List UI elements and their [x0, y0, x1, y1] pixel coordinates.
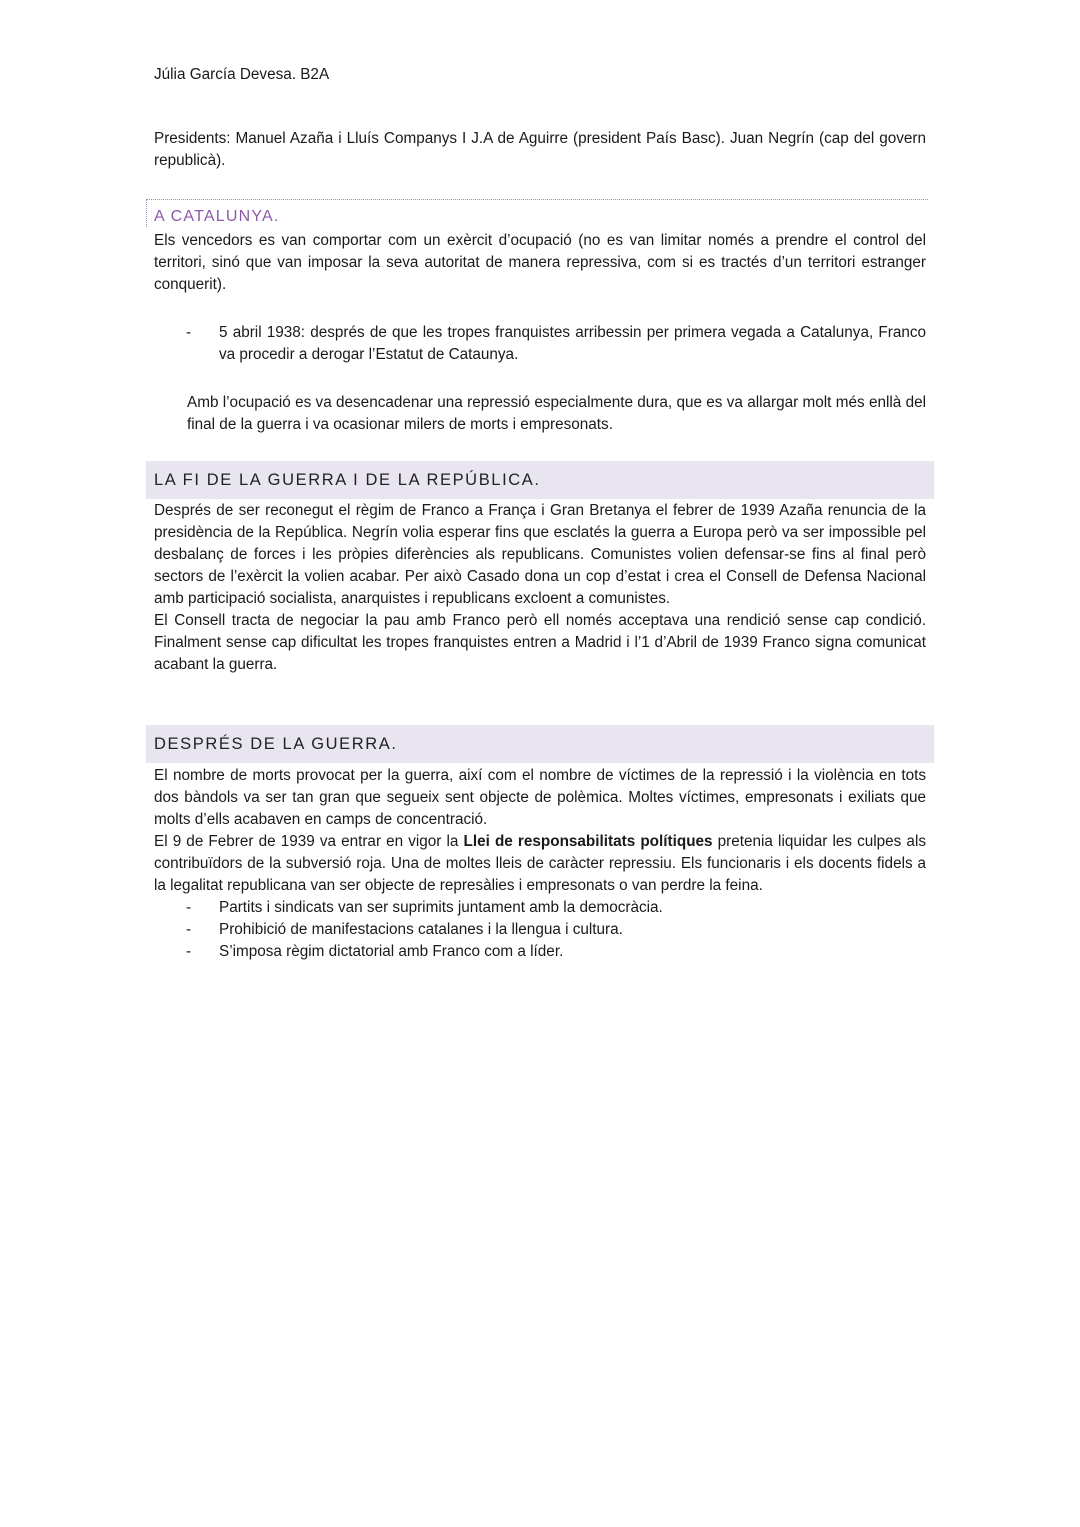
bullet-dash: - [186, 943, 192, 960]
fi-guerra-section [154, 500, 926, 676]
fi-guerra-heading: LA FI DE LA GUERRA I DE LA REPÚBLICA. [146, 461, 934, 499]
despres-heading: DESPRÉS DE LA GUERRA. [146, 725, 934, 763]
author-header: Júlia García Devesa. B2A [154, 66, 330, 83]
catalunya-repression: Amb l’ocupació es va desencadenar una repressió especialmente dura, que es va allargar molt més enllà del final de la guerra i va ocasionar milers de morts i empresonats. [187, 394, 926, 433]
catalunya-bullet-list [154, 322, 926, 366]
list-item [154, 322, 926, 366]
bullet-dash: - [186, 324, 192, 341]
despres-bullet-text: S’imposa règim dictatorial amb Franco com a líder. [219, 943, 564, 960]
law-description: pretenia liquidar les culpes als contribuïdors de la subversió roja. Una de moltes lleis de caràcter repressiu. Els funcionaris i els docents fidels a la legalitat republicana van ser objecte de represàlies i empresonats o van perdre la feina. [154, 833, 926, 894]
list-item [154, 897, 926, 919]
despres-bullet-list [154, 897, 926, 963]
fi-guerra-paragraph-2: El Consell tracta de negociar la pau amb Franco però ell només acceptava una rendició sense cap condició. Finalment sense cap dificultat les tropes franquistes entren a Madrid i l’1 d’Abril de 1939 Franco signa comunicat acabant la guerra. [154, 612, 926, 673]
bullet-dash: - [186, 899, 192, 916]
fi-guerra-paragraph-1: Després de ser reconegut el règim de Franco a França i Gran Bretanya el febrer de 1939 Azaña renuncia de la presidència de la República. Negrín volia esperar fins que esclatés la guerra a Europa però va ser impossible pel desbalanç de forces i les pròpies diferències als republicans. Comunistes volien defensar-se fins al final però sectors de l’exèrcit la volien acabar. Per això Casado dona un cop d’estat i crea el Consell de Defensa Nacional amb participació socialista, anarquistes i republicans excloent a comunistes. [154, 502, 926, 607]
catalunya-heading: A CATALUNYA. [154, 208, 280, 225]
catalunya-bullet-text: 5 abril 1938: després de que les tropes franquistes arribessin per primera vegada a Catalunya, Franco va procedir a derogar l’Estatut de Cataunya. [219, 324, 926, 363]
list-item [154, 919, 926, 941]
catalunya-intro: Els vencedors es van comportar com un exèrcit d’ocupació (no es van limitar només a prendre el control del territori, sinó que van imposar la seva autoritat de manera repressiva, com si es tractés d’un territori estranger conquerit). [154, 232, 926, 293]
despres-bullet-text: Prohibició de manifestacions catalanes i la llengua i cultura. [219, 921, 623, 938]
law-name: Llei de responsabilitats polítiques [463, 833, 713, 850]
despres-bullet-text: Partits i sindicats van ser suprimits juntament amb la democràcia. [219, 899, 663, 916]
despres-section [154, 765, 926, 963]
bullet-dash: - [186, 921, 192, 938]
list-item [154, 941, 926, 963]
law-intro-text: El 9 de Febrer de 1939 va entrar en vigor la [154, 833, 464, 850]
presidents-paragraph: Presidents: Manuel Azaña i Lluís Companys I J.A de Aguirre (president País Basc). Juan Negrín (cap del govern republicà). [154, 130, 926, 169]
despres-paragraph-1: El nombre de morts provocat per la guerra, així com el nombre de víctimes de la repressió i la violència en tots dos bàndols va ser tan gran que segueix sent objecte de polèmica. Moltes víctimes, empresonats i exiliats que molts d’ells acabaven en camps de concentració. [154, 767, 926, 828]
despres-paragraph-2 [154, 831, 926, 897]
